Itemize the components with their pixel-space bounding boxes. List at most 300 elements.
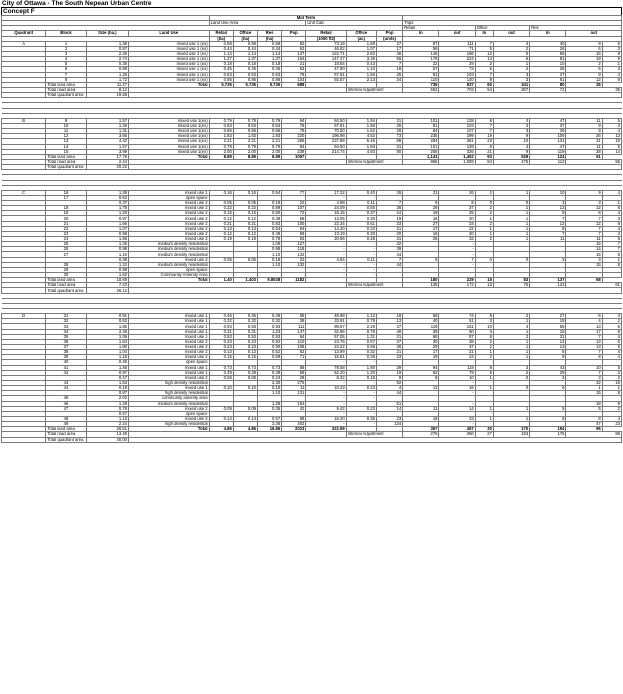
table-cell: 2 bbox=[475, 190, 493, 195]
table-cell: 29 bbox=[439, 62, 475, 67]
table-cell: 14 bbox=[530, 339, 566, 344]
table-cell: 0.46 bbox=[86, 360, 128, 365]
table-cell: 12 bbox=[475, 51, 493, 56]
table-cell: 33 bbox=[46, 324, 86, 329]
table-cell: 8 bbox=[566, 211, 602, 216]
table-cell: 0.06 bbox=[209, 375, 233, 380]
table-cell: mixed use 2 bbox=[128, 375, 209, 380]
table-cell: 17 bbox=[376, 46, 402, 51]
table-cell: 1.83 bbox=[233, 134, 257, 139]
table-cell: 21 bbox=[376, 226, 402, 231]
table-cell: 12 bbox=[530, 221, 566, 226]
table-cell: mixed use 2 bbox=[128, 416, 209, 421]
table-cell: 2.00 bbox=[257, 149, 281, 154]
table-cell: 14 bbox=[602, 149, 621, 154]
table-cell: - bbox=[306, 273, 346, 278]
table-cell: 0.05 bbox=[233, 201, 257, 206]
table-cell: 12 bbox=[566, 206, 602, 211]
table-cell: 44 bbox=[376, 391, 402, 396]
table-cell: 4.84 bbox=[306, 257, 346, 262]
table-cell: 19 bbox=[566, 57, 602, 62]
table-cell: 5 bbox=[602, 365, 621, 370]
table-cell: 8 bbox=[475, 144, 493, 149]
table-cell: 154 bbox=[282, 401, 306, 406]
table-cell: 0.63 bbox=[233, 123, 257, 128]
adjustment-cell: 175 bbox=[530, 432, 566, 437]
table-cell: mixed use 2 bbox=[128, 201, 209, 206]
table-cell: 1 bbox=[493, 190, 529, 195]
table-cell: 0.23 bbox=[233, 345, 257, 350]
table-cell: 26 bbox=[46, 247, 86, 252]
total-label: Total bbox=[128, 427, 209, 432]
office-area-header: Office bbox=[233, 31, 257, 36]
table-cell: 103 bbox=[439, 72, 475, 77]
table-cell: open space bbox=[128, 411, 209, 416]
table-cell: 0.49 bbox=[257, 216, 281, 221]
table-cell: 0.87 bbox=[86, 391, 128, 396]
table-cell: 5 bbox=[602, 237, 621, 242]
table-cell: 2 bbox=[475, 237, 493, 242]
table-cell: 33.91 bbox=[306, 319, 346, 324]
table-cell: 8 bbox=[602, 252, 621, 257]
table-cell: 0.52 bbox=[257, 350, 281, 355]
table-cell: 0.23 bbox=[233, 339, 257, 344]
table-cell: 0.86 bbox=[257, 77, 281, 82]
adjustment-cell: 84 bbox=[475, 159, 493, 164]
adjustment-cell: 75 bbox=[493, 283, 529, 288]
table-cell: 4 bbox=[602, 334, 621, 339]
table-cell: 22 bbox=[282, 201, 306, 206]
table-cell: 1.57 bbox=[86, 118, 128, 123]
table-cell: 13 bbox=[530, 206, 566, 211]
table-cell: - bbox=[346, 195, 376, 200]
table-cell: 6.32 bbox=[306, 375, 346, 380]
table-cell: 5 bbox=[46, 62, 86, 67]
table-cell: 81 bbox=[403, 123, 439, 128]
table-cell: 9 bbox=[566, 129, 602, 134]
table-cell: 0.98 bbox=[86, 231, 128, 236]
adjustment-cell: 475 bbox=[493, 159, 529, 164]
table-cell: 1.26 bbox=[86, 72, 128, 77]
table-cell: 5 bbox=[475, 370, 493, 375]
table-cell: 20.96 bbox=[306, 237, 346, 242]
table-cell: 4 bbox=[493, 118, 529, 123]
total-cell: 8.89 bbox=[209, 154, 233, 159]
table-cell: 10.23 bbox=[306, 386, 346, 391]
table-cell: 0.63 bbox=[257, 123, 281, 128]
spreadsheet bbox=[1, 0, 622, 443]
table-cell: 57 bbox=[403, 67, 439, 72]
table-cell: 3 bbox=[602, 231, 621, 236]
total-road-value: 8.12 bbox=[86, 87, 128, 92]
table-cell: 119 bbox=[403, 324, 439, 329]
table-cell: 0.63 bbox=[86, 319, 128, 324]
table-cell: 32 bbox=[439, 237, 475, 242]
table-cell: 52.20 bbox=[306, 370, 346, 375]
table-cell: 146 bbox=[403, 51, 439, 56]
table-cell: 56 bbox=[403, 46, 439, 51]
total-cell: 170 bbox=[493, 427, 529, 432]
table-cell: 7 bbox=[602, 247, 621, 252]
table-cell: mixed use 2 bbox=[128, 206, 209, 211]
table-cell: 46 bbox=[46, 401, 86, 406]
table-cell: 1.72 bbox=[86, 77, 128, 82]
total-quadrant-label: Total quadrant area bbox=[46, 93, 86, 98]
table-cell: 26 bbox=[530, 67, 566, 72]
table-cell: 0.54 bbox=[257, 190, 281, 195]
table-cell: 15.20 bbox=[306, 416, 346, 421]
table-cell: 48 bbox=[46, 416, 86, 421]
table-cell: 2 bbox=[475, 339, 493, 344]
table-cell: 1.56 bbox=[346, 123, 376, 128]
table-cell: 9 bbox=[566, 72, 602, 77]
table-cell: 0.18 bbox=[233, 62, 257, 67]
table-cell: 84.50 bbox=[306, 118, 346, 123]
table-cell: 128 bbox=[439, 144, 475, 149]
internal-adjustment-label: Internal Adjustment bbox=[346, 87, 403, 92]
table-cell: mixed use 2 bbox=[128, 257, 209, 262]
table-cell: 3 bbox=[493, 41, 529, 46]
total-cell: 60 bbox=[475, 82, 493, 87]
total-road-value: 13.49 bbox=[86, 432, 128, 437]
table-cell: medium density residential bbox=[128, 242, 209, 247]
table-cell: 38 bbox=[439, 339, 475, 344]
table-cell: 9 bbox=[602, 401, 621, 406]
table-cell: 11 bbox=[566, 237, 602, 242]
table-cell: 147.47 bbox=[306, 57, 346, 62]
table-cell: 29 bbox=[403, 206, 439, 211]
table-cell: 52 bbox=[282, 46, 306, 51]
table-cell: 0.23 bbox=[209, 339, 233, 344]
table-cell: 22 bbox=[403, 62, 439, 67]
table-cell: 2.21 bbox=[257, 139, 281, 144]
table-cell: 0.57 bbox=[86, 411, 128, 416]
table-cell: 3 bbox=[530, 375, 566, 380]
table-cell: medium density residential bbox=[128, 252, 209, 257]
table-cell: 1 bbox=[475, 350, 493, 355]
table-cell: 11 bbox=[46, 129, 86, 134]
table-cell: 0.11 bbox=[346, 201, 376, 206]
quadrant-cell: C bbox=[2, 190, 46, 195]
table-cell: 40 bbox=[403, 319, 439, 324]
table-cell: - bbox=[306, 247, 346, 252]
table-cell: 2 bbox=[602, 406, 621, 411]
total-land-label: Total land area bbox=[46, 154, 86, 159]
table-cell: mixed use 1 (ex) bbox=[128, 77, 209, 82]
table-cell: 3 bbox=[566, 375, 602, 380]
retail-out-header: out bbox=[439, 31, 475, 36]
table-cell: 26 bbox=[376, 190, 402, 195]
table-cell: 1.36 bbox=[86, 41, 128, 46]
table-cell: 80 bbox=[376, 149, 402, 154]
table-cell: 1 bbox=[493, 339, 529, 344]
table-cell: 361 bbox=[439, 139, 475, 144]
adjustment-cell: 72 bbox=[530, 87, 566, 92]
table-cell: 27 bbox=[376, 41, 402, 46]
table-cell: 19 bbox=[403, 211, 439, 216]
total-quadrant-label: Total quadrant area bbox=[46, 288, 86, 293]
total-cell: 15 bbox=[475, 278, 493, 283]
table-cell: 2 bbox=[493, 46, 529, 51]
table-cell: 39 bbox=[530, 129, 566, 134]
table-cell: community amenity area bbox=[128, 396, 209, 401]
table-cell: 0.09 bbox=[233, 406, 257, 411]
table-cell: - bbox=[346, 360, 376, 365]
table-cell: 14 bbox=[439, 406, 475, 411]
table-cell: 0.86 bbox=[233, 77, 257, 82]
table-cell: 0.40 bbox=[346, 190, 376, 195]
table-cell: 8 bbox=[602, 51, 621, 56]
table-cell: 3 bbox=[493, 72, 529, 77]
table-cell: 19 bbox=[46, 211, 86, 216]
table-cell: 3.99 bbox=[86, 149, 128, 154]
table-cell: 1.07 bbox=[346, 46, 376, 51]
table-cell: 131 bbox=[530, 139, 566, 144]
table-cell: 1.80 bbox=[86, 345, 128, 350]
table-cell: 1 bbox=[493, 350, 529, 355]
table-body bbox=[2, 41, 622, 442]
table-cell: 3 bbox=[493, 129, 529, 134]
table-cell: 0.63 bbox=[209, 72, 233, 77]
table-cell: 0.15 bbox=[209, 211, 233, 216]
table-cell: - bbox=[439, 401, 475, 406]
table-cell: 2 bbox=[475, 355, 493, 360]
table-cell: 7 bbox=[475, 129, 493, 134]
table-cell: 7 bbox=[376, 62, 402, 67]
table-cell: 1 bbox=[475, 386, 493, 391]
table-cell: 0.68 bbox=[209, 41, 233, 46]
table-cell: 0.78 bbox=[346, 319, 376, 324]
table-cell: 1.10 bbox=[257, 391, 281, 396]
table-cell: - bbox=[306, 252, 346, 257]
concept-label: Concept F bbox=[1, 7, 622, 15]
table-cell: 8 bbox=[602, 329, 621, 334]
table-cell: 47 bbox=[566, 422, 602, 427]
table-cell: 6 bbox=[566, 314, 602, 319]
table-cell: 84 bbox=[403, 129, 439, 134]
table-cell: 1 bbox=[493, 206, 529, 211]
table-cell: 0.15 bbox=[209, 355, 233, 360]
table-cell: 6 bbox=[602, 221, 621, 226]
table-cell: 67.81 bbox=[306, 123, 346, 128]
table-cell: 7 bbox=[566, 226, 602, 231]
table-cell: 10 bbox=[530, 62, 566, 67]
total-road-label: Total road area bbox=[46, 283, 86, 288]
table-cell: 127 bbox=[282, 242, 306, 247]
table-cell: mixed use 2 bbox=[128, 339, 209, 344]
table-cell: 0.12 bbox=[209, 216, 233, 221]
total-land-label: Total land area bbox=[46, 427, 86, 432]
table-cell: 0.13 bbox=[233, 350, 257, 355]
table-cell: 38 bbox=[282, 319, 306, 324]
table-cell: 0.37 bbox=[346, 211, 376, 216]
table-cell: 3 bbox=[602, 46, 621, 51]
table-cell: 9 bbox=[530, 355, 566, 360]
table-cell: 5 bbox=[475, 67, 493, 72]
table-cell: mixed use 2 bbox=[128, 231, 209, 236]
total-cell: 367 bbox=[403, 427, 439, 432]
table-cell: 119 bbox=[530, 149, 566, 154]
table-cell: - bbox=[346, 252, 376, 257]
table-cell: 44 bbox=[376, 252, 402, 257]
table-cell: 110 bbox=[282, 339, 306, 344]
table-cell: 82 bbox=[282, 41, 306, 46]
table-cell: 13 bbox=[46, 139, 86, 144]
adjustment-cell: 112 bbox=[530, 159, 566, 164]
adjustment-cell: 350 bbox=[439, 432, 475, 437]
table-cell: 37 bbox=[46, 345, 86, 350]
table-cell: 25 bbox=[376, 72, 402, 77]
table-cell: 9 bbox=[46, 118, 86, 123]
table-cell: 0.93 bbox=[233, 324, 257, 329]
table-cell: 14 bbox=[46, 144, 86, 149]
table-cell: 1.31 bbox=[86, 129, 128, 134]
total-land-label: Total land area bbox=[46, 278, 86, 283]
table-cell: 33 bbox=[376, 221, 402, 226]
table-cell: 0.57 bbox=[257, 416, 281, 421]
total-cell: 1182 bbox=[282, 278, 306, 283]
table-cell: 9 bbox=[493, 149, 529, 154]
table-cell: 35 bbox=[46, 334, 86, 339]
table-cell: 3 bbox=[530, 201, 566, 206]
adjustment-cell: 61 bbox=[566, 283, 622, 288]
total-cell: 1,141 bbox=[403, 154, 439, 159]
table-cell: 73 bbox=[439, 67, 475, 72]
table-cell: 11 bbox=[566, 144, 602, 149]
table-cell: 0.76 bbox=[346, 329, 376, 334]
table-cell: 23 bbox=[602, 422, 621, 427]
table-cell: 7 bbox=[602, 242, 621, 247]
adjustment-cell: 13 bbox=[475, 283, 493, 288]
table-cell: - bbox=[439, 262, 475, 267]
table-cell: 0.63 bbox=[209, 123, 233, 128]
table-cell: 5.46 bbox=[346, 139, 376, 144]
table-cell: - bbox=[306, 267, 346, 272]
table-cell: mixed use 2 bbox=[128, 355, 209, 360]
table-cell: 25 bbox=[439, 211, 475, 216]
table-cell: 0.97 bbox=[86, 216, 128, 221]
table-cell: 13 bbox=[566, 339, 602, 344]
table-cell: 77 bbox=[282, 190, 306, 195]
table-cell: 27 bbox=[530, 314, 566, 319]
table-cell: 108 bbox=[282, 345, 306, 350]
table-cell: 0.93 bbox=[209, 324, 233, 329]
table-cell: - bbox=[346, 267, 376, 272]
table-cell: 6 bbox=[403, 257, 439, 262]
table-cell: 68 bbox=[282, 416, 306, 421]
table-cell: 16 bbox=[530, 329, 566, 334]
total-cell: 16.86 bbox=[257, 427, 281, 432]
table-cell: 0.98 bbox=[86, 267, 128, 272]
table-cell: 0.49 bbox=[233, 370, 257, 375]
table-cell: 0.10 bbox=[233, 386, 257, 391]
res-out-header: out bbox=[566, 31, 622, 36]
table-cell: 0.63 bbox=[257, 72, 281, 77]
table-cell: 22 bbox=[439, 226, 475, 231]
table-cell: 42 bbox=[376, 242, 402, 247]
table-cell: 1.10 bbox=[86, 252, 128, 257]
table-cell: 26 bbox=[439, 190, 475, 195]
table-cell: 7 bbox=[566, 350, 602, 355]
table-cell: mixed use 1 bbox=[128, 314, 209, 319]
total-cell: 2023 bbox=[282, 427, 306, 432]
table-cell: 22 bbox=[46, 226, 86, 231]
table-cell: 25 bbox=[376, 123, 402, 128]
table-cell: 2.13 bbox=[346, 77, 376, 82]
quadrant-cell: B bbox=[2, 118, 46, 123]
table-cell: 1.20 bbox=[86, 211, 128, 216]
table-cell: 0.05 bbox=[233, 257, 257, 262]
table-cell: 2 bbox=[475, 221, 493, 226]
total-cell: 322.99 bbox=[306, 427, 346, 432]
table-cell: - bbox=[306, 242, 346, 247]
table-cell: 0.89 bbox=[257, 206, 281, 211]
table-cell: 31 bbox=[376, 237, 402, 242]
table-cell: 147 bbox=[282, 329, 306, 334]
table-cell: 28 bbox=[282, 375, 306, 380]
table-cell: 76 bbox=[282, 123, 306, 128]
table-cell: 3 bbox=[566, 201, 602, 206]
adjustment-cell: 54 bbox=[475, 87, 493, 92]
table-cell: 1 bbox=[475, 226, 493, 231]
adjustment-cell: 135 bbox=[403, 283, 439, 288]
adjustment-cell: 856 bbox=[403, 159, 439, 164]
table-cell: 131 bbox=[282, 391, 306, 396]
table-cell: 0.92 bbox=[257, 339, 281, 344]
total-quadrant-label: Total quadrant area bbox=[46, 437, 86, 442]
total-land-value: 11.47 bbox=[86, 82, 128, 87]
table-cell: 239 bbox=[282, 149, 306, 154]
table-cell: 9 bbox=[493, 134, 529, 139]
table-cell: 103 bbox=[282, 77, 306, 82]
table-cell: 1 bbox=[493, 319, 529, 324]
table-cell: 6 bbox=[566, 67, 602, 72]
table-cell: 122.71 bbox=[306, 51, 346, 56]
table-cell: 2 bbox=[493, 334, 529, 339]
table-cell: Community Amenity Area bbox=[128, 273, 209, 278]
table-cell: 0.21 bbox=[209, 221, 233, 226]
table-cell: 1.14 bbox=[233, 51, 257, 56]
table-cell: 39 bbox=[376, 247, 402, 252]
retail-area-header: Retail bbox=[209, 31, 233, 36]
table-cell: 0.87 bbox=[86, 46, 128, 51]
total-road-label: Total road area bbox=[46, 159, 86, 164]
table-cell: 2.82 bbox=[346, 51, 376, 56]
table-cell: 1 bbox=[493, 62, 529, 67]
table-cell: 13 bbox=[530, 345, 566, 350]
total-cell: 93 bbox=[475, 154, 493, 159]
table-cell: 29 bbox=[530, 370, 566, 375]
table-cell: 42 bbox=[282, 406, 306, 411]
table-cell: 2.00 bbox=[209, 149, 233, 154]
table-cell: 14 bbox=[566, 247, 602, 252]
table-cell: 5 bbox=[475, 46, 493, 51]
table-cell: 18 bbox=[46, 206, 86, 211]
adjustment-cell: 124 bbox=[530, 283, 566, 288]
adjustment-cell: 552 bbox=[403, 87, 439, 92]
table-cell: 26 bbox=[530, 46, 566, 51]
table-cell: 0.91 bbox=[86, 314, 128, 319]
table-cell: 28 bbox=[566, 149, 602, 154]
table-cell: 4 bbox=[602, 355, 621, 360]
table-cell: 44 bbox=[46, 386, 86, 391]
table-cell: high density residential bbox=[128, 422, 209, 427]
table-cell: 71 bbox=[282, 355, 306, 360]
table-cell: 16 bbox=[403, 216, 439, 221]
table-cell: 186 bbox=[439, 51, 475, 56]
table-cell: 6 bbox=[602, 339, 621, 344]
table-cell: 2 bbox=[602, 319, 621, 324]
